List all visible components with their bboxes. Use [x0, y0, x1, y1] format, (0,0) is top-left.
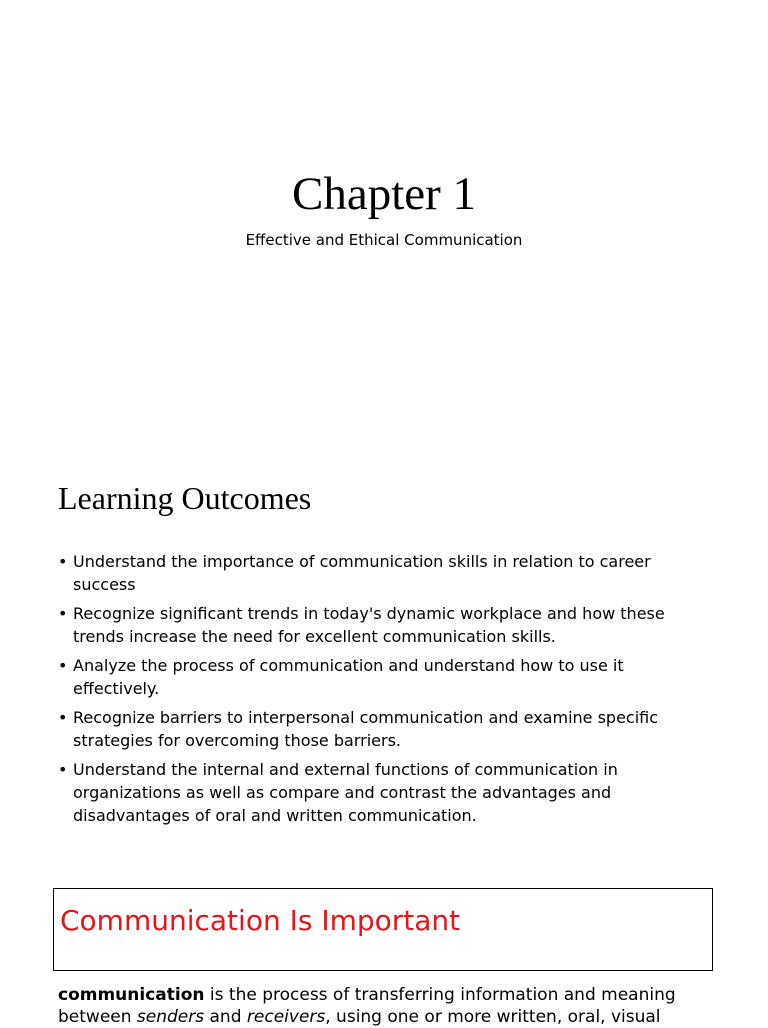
- bullet-icon: •: [58, 552, 68, 571]
- bullet-icon: •: [58, 708, 68, 727]
- term-senders: senders: [136, 1007, 205, 1027]
- term-receivers: receivers: [246, 1007, 326, 1027]
- communication-heading: Communication Is Important: [60, 904, 461, 937]
- list-item: [58, 654, 718, 700]
- list-item-line: disadvantages of oral and written communication.: [73, 806, 477, 825]
- definition-text: between: [58, 1007, 137, 1027]
- list-item-line: Understand the internal and external functions of communication in: [73, 760, 618, 779]
- list-item: [58, 550, 718, 596]
- list-item: [58, 602, 718, 648]
- communication-definition: [58, 984, 718, 1028]
- list-item-line: organizations as well as compare and contrast the advantages and: [73, 783, 612, 802]
- definition-text: is the process of transferring information and meaning: [204, 985, 676, 1005]
- definition-text: , using one or more written, oral, visual: [325, 1007, 661, 1027]
- learning-outcomes-heading: Learning Outcomes: [58, 480, 312, 516]
- bullet-icon: •: [58, 760, 68, 779]
- definition-text: and: [204, 1007, 247, 1027]
- list-item-line: Recognize barriers to interpersonal communication and examine specific: [73, 708, 659, 727]
- title-slide: [0, 0, 768, 440]
- list-item-line: trends increase the need for excellent communication skills.: [73, 627, 556, 646]
- chapter-title: Chapter 1: [291, 168, 477, 220]
- bullet-icon: •: [58, 604, 68, 623]
- learning-outcomes-slide: [0, 440, 768, 860]
- definition-line-2: [58, 1006, 718, 1028]
- list-item-line: Analyze the process of communication and understand how to use it: [73, 656, 624, 675]
- list-item-line: success: [73, 575, 136, 594]
- list-item-line: Understand the importance of communication skills in relation to career: [73, 552, 651, 571]
- learning-outcomes-list: [58, 550, 718, 833]
- list-item-line: strategies for overcoming those barriers.: [73, 731, 401, 750]
- list-item-line: Recognize significant trends in today's dynamic workplace and how these: [73, 604, 665, 623]
- definition-line-1: [58, 984, 718, 1006]
- communication-slide: [0, 888, 768, 1027]
- chapter-subtitle: Effective and Ethical Communication: [245, 231, 523, 249]
- list-item: [58, 758, 718, 827]
- communication-title-box: [53, 888, 713, 971]
- list-item-line: effectively.: [73, 679, 160, 698]
- term-communication: communication: [58, 985, 205, 1005]
- list-item: [58, 706, 718, 752]
- bullet-icon: •: [58, 656, 68, 675]
